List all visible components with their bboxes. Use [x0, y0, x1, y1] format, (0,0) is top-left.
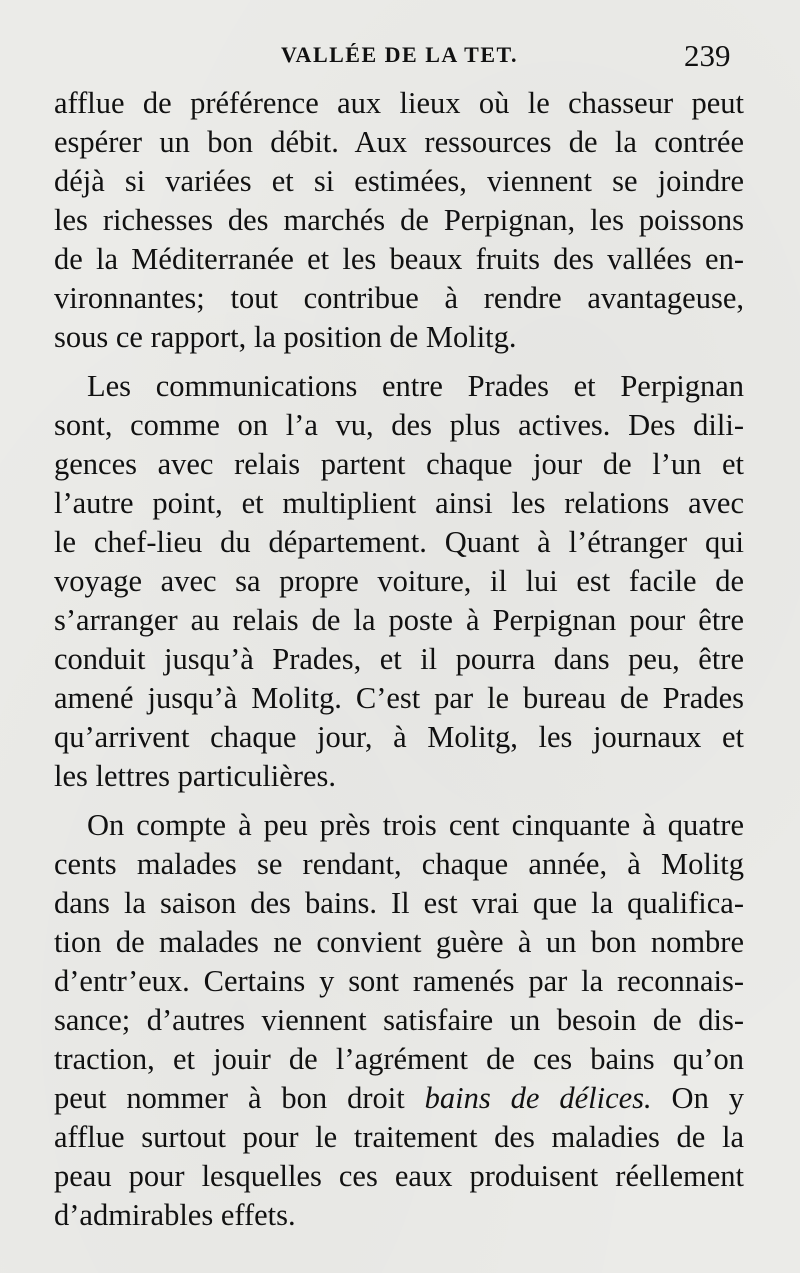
text-line: espérer un bon débit. Aux ressources de la contrée [54, 125, 744, 159]
text-line: d’admirables effets. [54, 1198, 296, 1232]
text-line: afflue de préférence aux lieux où le chasseur peut [54, 86, 744, 120]
text-line: sance; d’autres viennent satisfaire un besoin de dis- [54, 1003, 744, 1037]
text-line: vironnantes; tout contribue à rendre avantageuse, [54, 281, 744, 315]
text-line: sont, comme on l’a vu, des plus actives. Des dili- [54, 408, 744, 442]
text-line: On compte à peu près trois cent cinquante à quatre [87, 808, 744, 842]
text-line: traction, et jouir de l’agrément de ces bains qu’on [54, 1042, 744, 1076]
page-number: 239 [684, 38, 731, 73]
text-line: peau pour lesquelles ces eaux produisent réellement [54, 1159, 744, 1193]
italic-phrase: bains de délices. [424, 1081, 652, 1115]
running-title: VALLÉE DE LA TET. [281, 42, 519, 67]
text-line: le chef-lieu du département. Quant à l’étranger qui [54, 525, 744, 559]
text-line-with-italic [54, 1079, 744, 1118]
text-line: sous ce rapport, la position de Molitg. [54, 320, 517, 354]
text-line: gences avec relais partent chaque jour de l’un et [54, 447, 744, 481]
text-line: conduit jusqu’à Prades, et il pourra dans peu, être [54, 642, 744, 676]
text-line: afflue surtout pour le traitement des maladies de la [54, 1120, 744, 1154]
text-span: peut nommer à bon droit [54, 1081, 425, 1115]
text-line: l’autre point, et multiplient ainsi les relations avec [54, 486, 744, 520]
paragraph-3 [54, 806, 744, 1235]
text-line: amené jusqu’à Molitg. C’est par le bureau de Prades [54, 681, 744, 715]
text-line: tion de malades ne convient guère à un bon nombre [54, 925, 744, 959]
text-span: On y [651, 1081, 744, 1115]
text-line: voyage avec sa propre voiture, il lui est facile de [54, 564, 744, 598]
text-line: cents malades se rendant, chaque année, à Molitg [54, 847, 744, 881]
text-line: de la Méditerranée et les beaux fruits des vallées en- [54, 242, 744, 276]
text-line: déjà si variées et si estimées, viennent se joindre [54, 164, 744, 198]
text-line: s’arranger au relais de la poste à Perpignan pour être [54, 603, 744, 637]
text-line: d’entr’eux. Certains y sont ramenés par la reconnais- [54, 964, 744, 998]
text-line: Les communications entre Prades et Perpignan [87, 369, 744, 403]
paragraph-1 [54, 84, 744, 357]
text-line: les richesses des marchés de Perpignan, les poissons [54, 203, 744, 237]
body-text [54, 84, 744, 1235]
running-head [0, 38, 800, 78]
paragraph-2 [54, 367, 744, 796]
text-line: qu’arrivent chaque jour, à Molitg, les journaux et [54, 720, 744, 754]
text-line: dans la saison des bains. Il est vrai que la qualifica- [54, 886, 744, 920]
text-line: les lettres particulières. [54, 759, 337, 793]
